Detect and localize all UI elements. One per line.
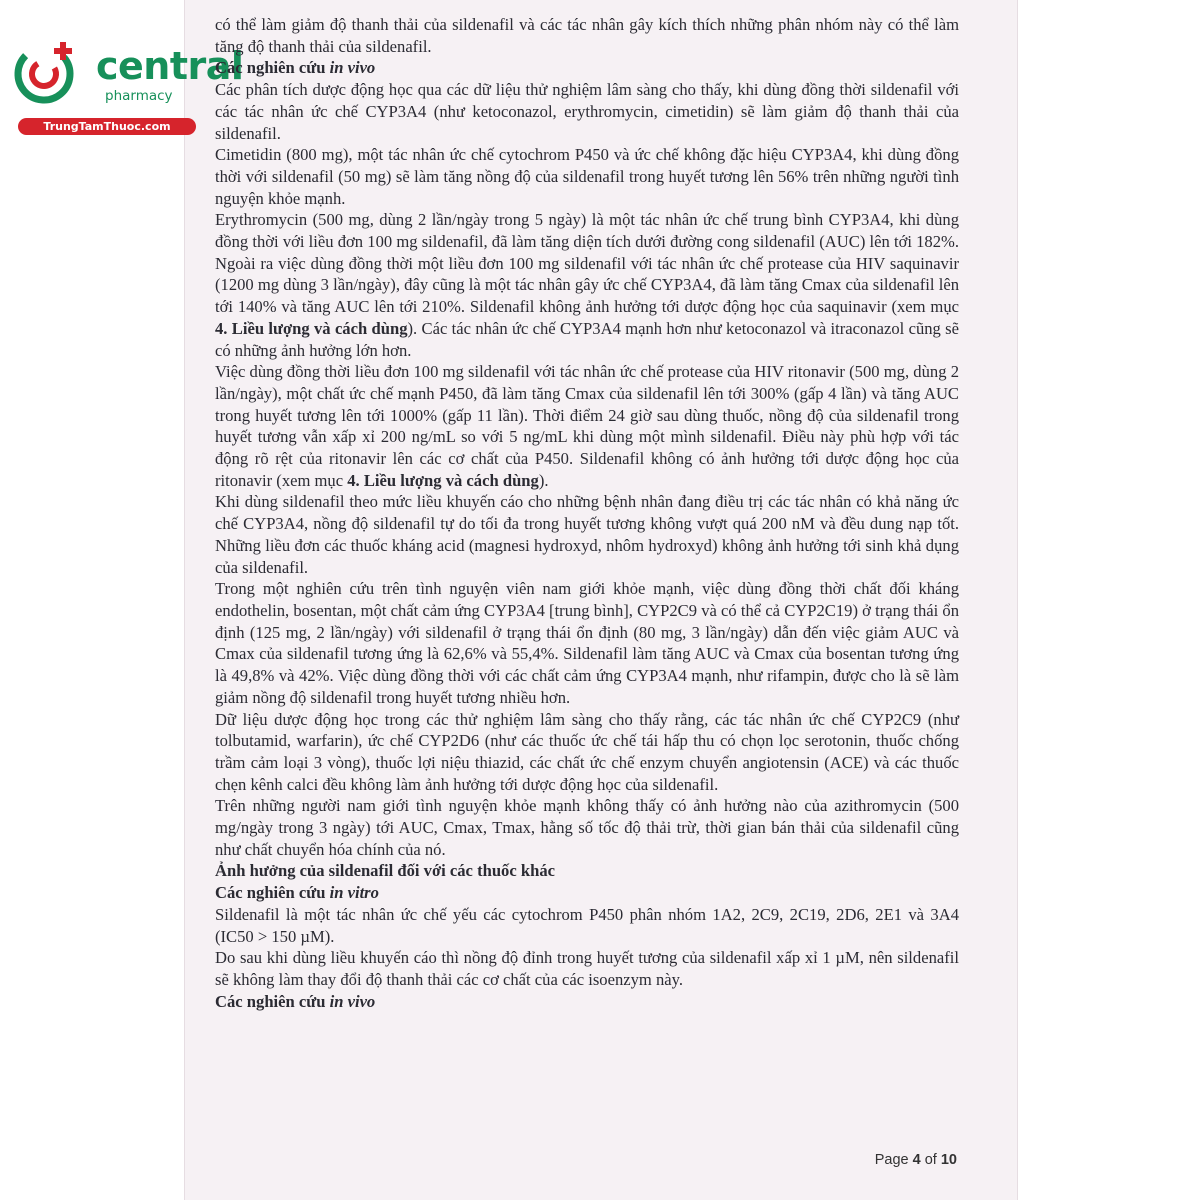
section-reference: 4. Liều lượng và cách dùng	[215, 318, 408, 338]
brand-tagline: pharmacy	[105, 88, 173, 104]
paragraph: Việc dùng đồng thời liều đơn 100 mg sildenafil với tác nhân ức chế protease của HIV ritonavir (500 mg, dùng 2 lần/ngày), một chất ức chế mạnh P450, đã làm tăng Cmax của sildenafil lên tới 300% (gấp 4 lần) và tăng AUC trong huyết tương lên tới 1000% (gấp 11 lần). Thời điểm 24 giờ sau dùng thuốc, nồng độ của sildenafil trong huyết tương vẫn xấp xỉ 200 ng/mL so với 5 ng/mL khi dùng một mình sildenafil. Điều này phù hợp với tác động rõ rệt của ritonavir lên các cơ chất của P450. Sildenafil không có ảnh hưởng tới dược động học của ritonavir (xem mục 4. Liều lượng và cách dùng).	[215, 362, 959, 490]
paragraph: Trong một nghiên cứu trên tình nguyện viên nam giới khỏe mạnh, việc dùng đồng thời chất đối kháng endothelin, bosentan, một chất cảm ứng CYP3A4 [trung bình], CYP2C9 và có thể cả CYP2C19) ở trạng thái ổn định (125 mg, 2 lần/ngày) với sildenafil ở trạng thái ổn định (80 mg, 3 lần/ngày) dẫn đến việc giảm AUC và Cmax của sildenafil tương ứng là 62,6% và 55,4%. Sildenafil làm tăng AUC và Cmax của bosentan tương ứng là 49,8% và 42%. Việc dùng đồng thời với các chất cảm ứng CYP3A4 mạnh, như rifampin, được cho là sẽ làm giảm nồng độ sildenafil trong huyết tương nhiều hơn.	[215, 579, 959, 707]
page-number: Page 4 of 10	[874, 1152, 957, 1168]
paragraph: Cimetidin (800 mg), một tác nhân ức chế cytochrom P450 và ức chế không đặc hiệu CYP3A4, khi dùng đồng thời với sildenafil (50 mg) sẽ làm tăng nồng độ của sildenafil trong huyết tương lên 56% trên những người tình nguyện khỏe mạnh.	[215, 145, 959, 208]
section-heading: Các nghiên cứu in vivo	[215, 58, 376, 78]
paragraph: Khi dùng sildenafil theo mức liều khuyến cáo cho những bệnh nhân đang điều trị các tác nhân có khả năng ức chế CYP3A4, nồng độ sildenafil tự do tối đa trong huyết tương không vượt quá 200 nM và đều dung nạp tốt. Những liều đơn các thuốc kháng acid (magnesi hydroxyd, nhôm hydroxyd) không ảnh hưởng tới sinh khả dụng của sildenafil.	[215, 492, 959, 577]
section-heading: Các nghiên cứu in vitro	[215, 883, 379, 903]
brand-name: central	[96, 44, 244, 88]
paragraph: Sildenafil là một tác nhân ức chế yếu các cytochrom P450 phân nhóm 1A2, 2C9, 2C19, 2D6, 2E1 và 3A4 (IC50 > 150 µM).	[215, 904, 959, 946]
paragraph: Do sau khi dùng liều khuyến cáo thì nồng độ đỉnh trong huyết tương của sildenafil xấp xỉ 1 µM, nên sildenafil sẽ không làm thay đổi độ thanh thải các cơ chất của các isoenzym này.	[215, 948, 959, 989]
document-body	[215, 14, 959, 1012]
section-heading: Ảnh hưởng của sildenafil đối với các thuốc khác	[215, 861, 555, 881]
paragraph: Các phân tích dược động học qua các dữ liệu thử nghiệm lâm sàng cho thấy, khi dùng đồng thời sildenafil với các tác nhân ức chế CYP3A4 (như ketoconazol, erythromycin, cimetidin) sẽ làm giảm độ thanh thải của sildenafil.	[215, 80, 959, 143]
paragraph: Dữ liệu dược động học trong các thử nghiệm lâm sàng cho thấy rằng, các tác nhân ức chế CYP2C9 (như tolbutamid, warfarin), ức chế CYP2D6 (như các thuốc ức chế tái hấp thu có chọn lọc serotonin, thuốc chống trầm cảm loại 3 vòng), thuốc lợi niệu thiazid, các chất ức chế enzym chuyển angiotensin (ACE) và các thuốc chẹn kênh calci đều không làm ảnh hưởng tới dược động học của sildenafil.	[215, 709, 959, 794]
paragraph: Trên những người nam giới tình nguyện khỏe mạnh không thấy có ảnh hưởng nào của azithromycin (500 mg/ngày trong 3 ngày) tới AUC, Cmax, Tmax, hằng số tốc độ thải trừ, thời gian bán thải của sildenafil cũng như chất chuyển hóa chính của nó.	[215, 796, 959, 859]
paragraph: có thể làm giảm độ thanh thải của sildenafil và các tác nhân gây kích thích những phân nhóm này có thể làm tăng độ thanh thải của sildenafil.	[215, 15, 959, 56]
paragraph: Erythromycin (500 mg, dùng 2 lần/ngày trong 5 ngày) là một tác nhân ức chế trung bình CYP3A4, khi dùng đồng thời với liều đơn 100 mg sildenafil, đã làm tăng diện tích dưới đường cong sildenafil (AUC) lên tới 182%. Ngoài ra việc dùng đồng thời một liều đơn 100 mg sildenafil với tác nhân ức chế protease của HIV saquinavir (1200 mg dùng 3 lần/ngày), đây cũng là một tác nhân gây ức chế CYP3A4, đã làm tăng Cmax của sildenafil lên tới 140% và tăng AUC lên tới 210%. Sildenafil không ảnh hưởng tới dược động học của saquinavir (xem mục 4. Liều lượng và cách dùng). Các tác nhân ức chế CYP3A4 mạnh hơn như ketoconazol và itraconazol cũng sẽ có những ảnh hưởng lớn hơn.	[215, 210, 960, 360]
pharmacy-cross-icon	[8, 38, 80, 110]
brand-logo	[8, 32, 244, 142]
brand-url-badge: TrungTamThuoc.com	[18, 118, 196, 135]
section-reference: 4. Liều lượng và cách dùng	[347, 470, 539, 490]
section-heading: Các nghiên cứu in vivo	[215, 991, 376, 1011]
